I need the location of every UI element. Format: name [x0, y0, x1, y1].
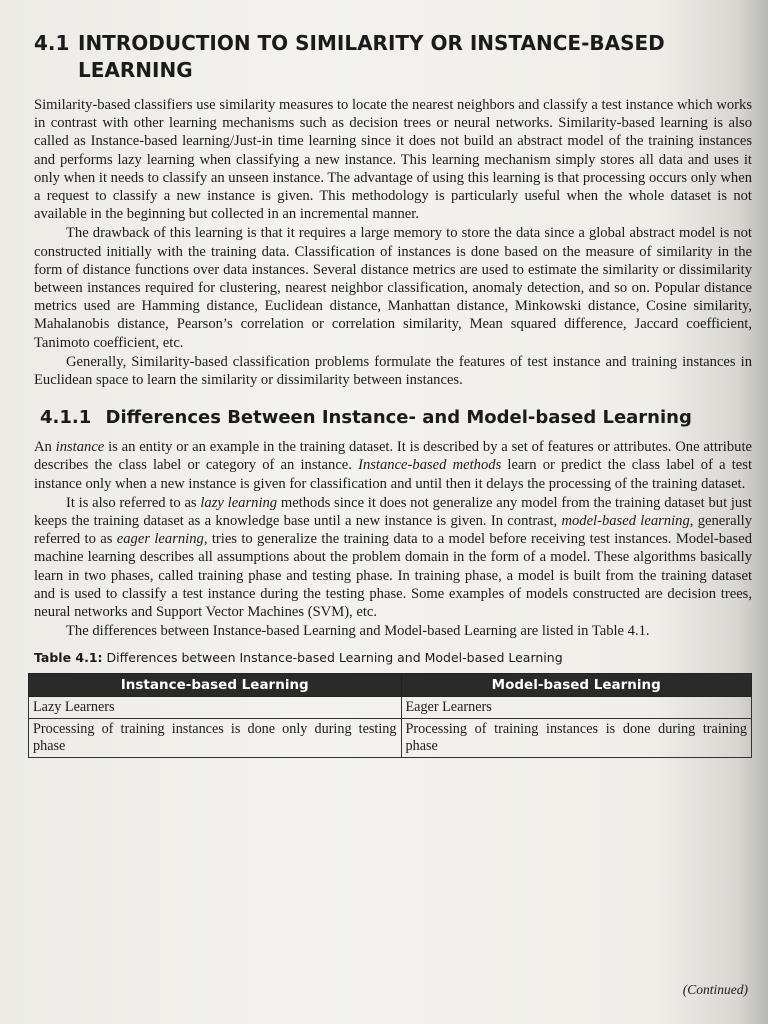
emphasis-model-based-learning: model-based learning, — [561, 513, 694, 530]
table-header-model: Model-based Learning — [401, 674, 752, 697]
table-reference-paragraph: The differences between Instance-based Learning and Model-based Learning are listed in Table 4.1. — [66, 623, 650, 640]
table-cell: Processing of training instances is done only during testing phase — [29, 719, 402, 758]
table-cell: Processing of training instances is done during training phase — [401, 719, 752, 758]
intro-paragraph-3: Generally, Similarity-based classification problems formulate the features of test instance and training instances in Euclidean space to learn the similarity or dissimilarity between instances. — [34, 353, 752, 389]
emphasis-instance: instance — [55, 439, 105, 456]
table-cell: Eager Learners — [401, 697, 752, 719]
subsection-title: Differences Between Instance- and Model-based Learning — [105, 407, 692, 429]
continued-note: (Continued) — [682, 982, 748, 997]
emphasis-instance-based-methods: Instance-based methods — [358, 457, 502, 474]
intro-paragraph-1: Similarity-based classifiers use similarity measures to locate the nearest neighbors and classify a test instance which works in contrast with other learning mechanisms such as decision trees or neural networks. Similarity-based learning is also called as Instance-based learning/Just-in time learning since it does not build an abstract model of the training instances and performs lazy learning when classifying a new instance. This learning mechanism simply stores all data and uses it only when it needs to classify an unseen instance. The advantage of using this learning is that processing occurs only when a request to classify a new instance is given. This methodology is particularly useful when the whole dataset is not available in the beginning but collected in an incremental manner. — [34, 97, 752, 223]
text-run: methods since it does not generalize any model from the training dataset but just keeps the training dataset as a knowledge base until a new instance is given. In contrast, — [34, 494, 752, 530]
comparison-table — [28, 673, 752, 758]
table-cell: Lazy Learners — [29, 697, 402, 719]
section-heading — [34, 30, 752, 84]
lazy-learning-paragraph — [34, 494, 752, 621]
section-number: 4.1 — [34, 31, 70, 55]
table-row — [29, 697, 752, 719]
instance-definition-paragraph — [34, 438, 752, 493]
table-row — [29, 719, 752, 758]
subsection-heading — [40, 407, 752, 428]
text-run: An — [34, 439, 56, 456]
emphasis-eager-learning: eager learning, — [116, 531, 208, 548]
table-caption-text: Differences between Instance-based Learning and Model-based Learning — [106, 650, 563, 666]
subsection-number: 4.1.1 — [40, 407, 92, 429]
text-run: is an entity or an example in the training dataset. It is described by a set of features or attributes. One attribute describes the class label or category of an instance. — [34, 439, 752, 474]
table-header-row — [29, 674, 752, 697]
table-caption-label: Table 4.1: — [34, 650, 103, 666]
text-run: tries to generalize the training data to a model before receiving test instances. Model-based machine learning describes all assumptions about the problem domain in the form of a model. These algorithms basically learn in two phases, called training phase and testing phase. In training phase, a model is built from the training dataset and is used to classify a test instance during the testing phase. Some examples of models constructed are decision trees, neural networks and Support Vector Machines (SVM), etc. — [34, 531, 753, 621]
text-run: It is also referred to as — [66, 494, 201, 511]
section-title: INTRODUCTION TO SIMILARITY OR INSTANCE-BASED LEARNING — [78, 31, 665, 82]
page-content — [34, 30, 752, 758]
text-run: generally referred to as — [34, 513, 752, 548]
text-run: learn or predict the class label of a test instance only when a new instance is given for classification and until then it delays the processing of the training dataset. — [34, 457, 752, 492]
intro-paragraph-2: The drawback of this learning is that it requires a large memory to store the data since a global abstract model is not constructed initially with the training data. Classification of instances is done based on the measure of similarity in the form of distance functions over data instances. Several distance metrics are used to estimate the similarity or dissimilarity between instances required for clustering, nearest neighbor classification, anomaly detection, and so on. Popular distance metrics used are Hamming distance, Euclidean distance, Manhattan distance, Minkowski distance, Cosine similarity, Mahalanobis distance, Pearson’s correlation or correlation similarity, Mean squared difference, Jaccard coefficient, Tanimoto coefficient, etc. — [34, 225, 752, 351]
table-header-instance: Instance-based Learning — [29, 674, 402, 697]
table-caption — [34, 650, 752, 665]
emphasis-lazy-learning: lazy learning — [200, 494, 278, 511]
